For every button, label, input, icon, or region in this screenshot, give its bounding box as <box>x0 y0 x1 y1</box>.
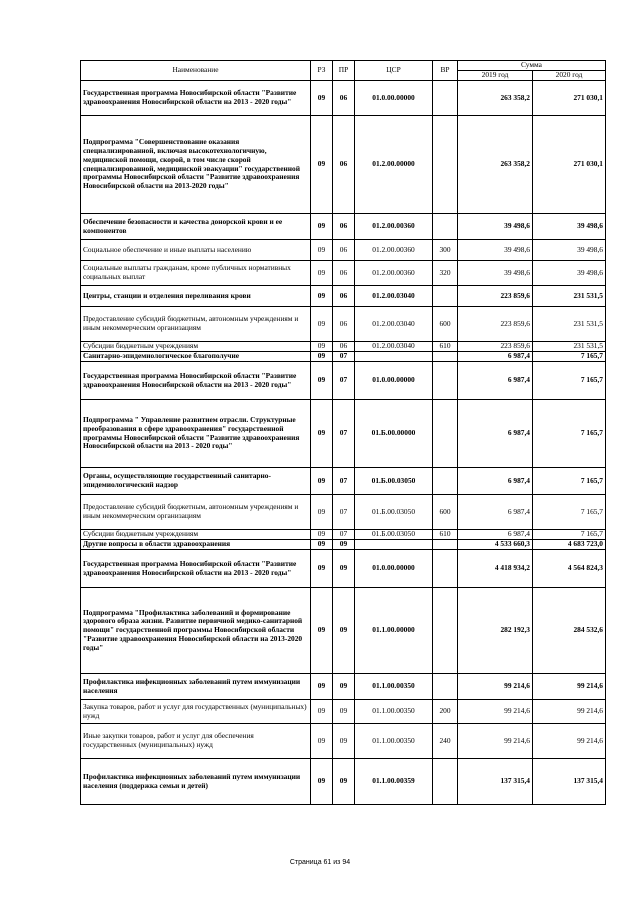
cell-csr: 01.2.00.00000 <box>355 116 433 214</box>
cell-sum-2020: 7 165,7 <box>533 352 606 362</box>
cell-vr <box>433 550 458 588</box>
cell-pr: 06 <box>333 307 355 342</box>
cell-name: Закупка товаров, работ и услуг для государственных (муниципальных) нужд <box>81 700 311 724</box>
table-row <box>81 116 606 214</box>
table-row <box>81 214 606 240</box>
cell-sum-2019: 4 418 934,2 <box>458 550 533 588</box>
cell-sum-2020: 231 531,5 <box>533 286 606 307</box>
header-year-2019: 2019 год <box>458 71 533 81</box>
cell-csr: 01.1.00.00359 <box>355 759 433 805</box>
cell-name: Другие вопросы в области здравоохранения <box>81 540 311 550</box>
cell-sum-2019: 39 498,6 <box>458 261 533 286</box>
cell-vr: 600 <box>433 307 458 342</box>
cell-sum-2020: 137 315,4 <box>533 759 606 805</box>
cell-rz: 09 <box>311 495 333 530</box>
cell-sum-2020: 7 165,7 <box>533 468 606 495</box>
cell-pr: 07 <box>333 468 355 495</box>
cell-rz: 09 <box>311 362 333 400</box>
cell-sum-2019: 6 987,4 <box>458 352 533 362</box>
cell-rz: 09 <box>311 116 333 214</box>
cell-pr: 09 <box>333 540 355 550</box>
cell-vr: 610 <box>433 342 458 352</box>
cell-name: Обеспечение безопасности и качества донорской крови и ее компонентов <box>81 214 311 240</box>
cell-name: Профилактика инфекционных заболеваний путем иммунизации населения (поддержка семьи и детей) <box>81 759 311 805</box>
cell-sum-2020: 39 498,6 <box>533 240 606 261</box>
table-row <box>81 550 606 588</box>
cell-pr: 07 <box>333 495 355 530</box>
header-rz: РЗ <box>311 61 333 81</box>
cell-name: Подпрограмма "Профилактика заболеваний и формирование здорового образа жизни. Развитие первичной медико-санитарной помощи" государственной программы Новосибирской области "Развитие здравоохранения Новосибирской области на 2013-2020 годы" <box>81 588 311 674</box>
cell-sum-2020: 39 498,6 <box>533 214 606 240</box>
cell-vr <box>433 214 458 240</box>
cell-csr: 01.Б.00.00000 <box>355 400 433 468</box>
table-row <box>81 495 606 530</box>
cell-name: Иные закупки товаров, работ и услуг для обеспечения государственных (муниципальных) нужд <box>81 724 311 759</box>
cell-csr: 01.2.00.00360 <box>355 240 433 261</box>
cell-sum-2020: 4 564 824,3 <box>533 550 606 588</box>
cell-vr <box>433 468 458 495</box>
cell-sum-2019: 6 987,4 <box>458 530 533 540</box>
cell-sum-2019: 6 987,4 <box>458 468 533 495</box>
cell-pr: 09 <box>333 550 355 588</box>
cell-sum-2019: 282 192,3 <box>458 588 533 674</box>
table-row <box>81 352 606 362</box>
cell-sum-2019: 263 358,2 <box>458 116 533 214</box>
cell-vr <box>433 286 458 307</box>
cell-csr: 01.2.00.00360 <box>355 261 433 286</box>
cell-sum-2020: 99 214,6 <box>533 674 606 700</box>
cell-pr: 09 <box>333 674 355 700</box>
cell-name: Субсидии бюджетным учреждениям <box>81 342 311 352</box>
table-row <box>81 342 606 352</box>
cell-vr <box>433 116 458 214</box>
cell-sum-2020: 7 165,7 <box>533 495 606 530</box>
cell-pr: 06 <box>333 342 355 352</box>
cell-sum-2020: 231 531,5 <box>533 342 606 352</box>
table-row <box>81 700 606 724</box>
table-row <box>81 286 606 307</box>
cell-sum-2019: 137 315,4 <box>458 759 533 805</box>
cell-pr: 06 <box>333 240 355 261</box>
cell-rz: 09 <box>311 214 333 240</box>
cell-pr: 09 <box>333 700 355 724</box>
cell-rz: 09 <box>311 307 333 342</box>
cell-csr: 01.0.00.00000 <box>355 550 433 588</box>
cell-csr: 01.Б.00.03050 <box>355 468 433 495</box>
cell-rz: 09 <box>311 724 333 759</box>
cell-rz: 09 <box>311 286 333 307</box>
table-row <box>81 468 606 495</box>
cell-vr: 600 <box>433 495 458 530</box>
cell-sum-2019: 39 498,6 <box>458 240 533 261</box>
cell-rz: 09 <box>311 700 333 724</box>
cell-sum-2019: 263 358,2 <box>458 81 533 116</box>
cell-vr <box>433 352 458 362</box>
table-row <box>81 759 606 805</box>
cell-sum-2020: 284 532,6 <box>533 588 606 674</box>
cell-vr: 200 <box>433 700 458 724</box>
cell-name: Центры, станции и отделения переливания крови <box>81 286 311 307</box>
cell-sum-2020: 39 498,6 <box>533 261 606 286</box>
budget-table <box>80 60 606 805</box>
cell-sum-2019: 99 214,6 <box>458 700 533 724</box>
cell-name: Подпрограмма "Совершенствование оказания специализированной, включая высокотехнологичную, медицинской помощи, скорой, в том числе скорой специализированной, медицинской эвакуации" государственной программы Новосибирской области "Развитие здравоохранения Новосибирской области на 2013-2020 годы" <box>81 116 311 214</box>
table-row <box>81 81 606 116</box>
cell-pr: 06 <box>333 214 355 240</box>
cell-rz: 09 <box>311 759 333 805</box>
cell-sum-2020: 7 165,7 <box>533 530 606 540</box>
cell-rz: 09 <box>311 261 333 286</box>
table-row <box>81 530 606 540</box>
cell-name: Подпрограмма " Управление развитием отрасли. Структурные преобразования в сфере здравоохранения" государственной программы Новосибирской области "Развитие здравоохранения Новосибирской области на 2013 - 2020 годы" <box>81 400 311 468</box>
cell-sum-2019: 223 859,6 <box>458 286 533 307</box>
table-row <box>81 674 606 700</box>
cell-csr: 01.1.00.00350 <box>355 700 433 724</box>
cell-rz: 09 <box>311 540 333 550</box>
cell-name: Профилактика инфекционных заболеваний путем иммунизации населения <box>81 674 311 700</box>
table-row <box>81 400 606 468</box>
cell-sum-2019: 99 214,6 <box>458 674 533 700</box>
cell-pr: 07 <box>333 400 355 468</box>
header-csr: ЦСР <box>355 61 433 81</box>
cell-vr: 610 <box>433 530 458 540</box>
cell-sum-2019: 99 214,6 <box>458 724 533 759</box>
cell-sum-2020: 7 165,7 <box>533 400 606 468</box>
table-row <box>81 307 606 342</box>
cell-sum-2020: 4 683 723,0 <box>533 540 606 550</box>
cell-sum-2019: 4 533 660,3 <box>458 540 533 550</box>
cell-csr: 01.0.00.00000 <box>355 81 433 116</box>
cell-name: Предоставление субсидий бюджетным, автономным учреждениям и иным некоммерческим организациям <box>81 307 311 342</box>
cell-pr: 09 <box>333 724 355 759</box>
cell-name: Социальное обеспечение и иные выплаты населению <box>81 240 311 261</box>
cell-vr <box>433 759 458 805</box>
cell-name: Субсидии бюджетным учреждениям <box>81 530 311 540</box>
cell-pr: 06 <box>333 286 355 307</box>
table-row <box>81 588 606 674</box>
cell-csr: 01.1.00.00350 <box>355 674 433 700</box>
cell-sum-2019: 223 859,6 <box>458 307 533 342</box>
cell-csr: 01.Б.00.03050 <box>355 495 433 530</box>
cell-rz: 09 <box>311 674 333 700</box>
table-body <box>81 81 606 805</box>
header-vr: ВР <box>433 61 458 81</box>
cell-pr: 06 <box>333 261 355 286</box>
cell-name: Санитарно-эпидемиологическое благополучие <box>81 352 311 362</box>
cell-name: Органы, осуществляющие государственный санитарно-эпидемиологический надзор <box>81 468 311 495</box>
cell-rz: 09 <box>311 352 333 362</box>
cell-pr: 06 <box>333 81 355 116</box>
cell-sum-2020: 7 165,7 <box>533 362 606 400</box>
table-row <box>81 724 606 759</box>
cell-pr: 07 <box>333 362 355 400</box>
cell-sum-2019: 6 987,4 <box>458 400 533 468</box>
cell-name: Социальные выплаты гражданам, кроме публичных нормативных социальных выплат <box>81 261 311 286</box>
header-name: Наименование <box>81 61 311 81</box>
cell-csr: 01.2.00.00360 <box>355 214 433 240</box>
cell-vr <box>433 674 458 700</box>
cell-csr: 01.1.00.00000 <box>355 588 433 674</box>
cell-sum-2020: 271 030,1 <box>533 116 606 214</box>
cell-rz: 09 <box>311 530 333 540</box>
cell-vr <box>433 588 458 674</box>
cell-sum-2020: 271 030,1 <box>533 81 606 116</box>
cell-vr: 320 <box>433 261 458 286</box>
cell-pr: 09 <box>333 759 355 805</box>
cell-csr: 01.2.00.03040 <box>355 307 433 342</box>
cell-vr: 300 <box>433 240 458 261</box>
cell-rz: 09 <box>311 81 333 116</box>
cell-pr: 09 <box>333 588 355 674</box>
cell-pr: 06 <box>333 116 355 214</box>
cell-vr: 240 <box>433 724 458 759</box>
cell-csr <box>355 540 433 550</box>
cell-name: Государственная программа Новосибирской области "Развитие здравоохранения Новосибирской области на 2013 - 2020 годы" <box>81 550 311 588</box>
cell-csr: 01.2.00.03040 <box>355 342 433 352</box>
cell-vr <box>433 81 458 116</box>
cell-rz: 09 <box>311 240 333 261</box>
cell-rz: 09 <box>311 342 333 352</box>
cell-sum-2019: 223 859,6 <box>458 342 533 352</box>
cell-pr: 07 <box>333 530 355 540</box>
cell-sum-2019: 39 498,6 <box>458 214 533 240</box>
cell-name: Государственная программа Новосибирской области "Развитие здравоохранения Новосибирской области на 2013 - 2020 годы" <box>81 81 311 116</box>
table-row <box>81 261 606 286</box>
header-year-2020: 2020 год <box>533 71 606 81</box>
cell-rz: 09 <box>311 550 333 588</box>
cell-csr <box>355 352 433 362</box>
table-row <box>81 240 606 261</box>
header-pr: ПР <box>333 61 355 81</box>
header-sum: Сумма <box>458 61 606 71</box>
cell-sum-2020: 99 214,6 <box>533 724 606 759</box>
table-row <box>81 362 606 400</box>
cell-csr: 01.1.00.00350 <box>355 724 433 759</box>
cell-csr: 01.Б.00.03050 <box>355 530 433 540</box>
cell-sum-2019: 6 987,4 <box>458 495 533 530</box>
cell-vr <box>433 400 458 468</box>
cell-sum-2020: 99 214,6 <box>533 700 606 724</box>
cell-csr: 01.0.00.00000 <box>355 362 433 400</box>
cell-pr: 07 <box>333 352 355 362</box>
cell-name: Предоставление субсидий бюджетным, автономным учреждениям и иным некоммерческим организациям <box>81 495 311 530</box>
table-row <box>81 540 606 550</box>
cell-rz: 09 <box>311 588 333 674</box>
cell-sum-2020: 231 531,5 <box>533 307 606 342</box>
page-number: Страница 61 из 94 <box>289 859 351 866</box>
cell-name: Государственная программа Новосибирской области "Развитие здравоохранения Новосибирской области на 2013 - 2020 годы" <box>81 362 311 400</box>
cell-sum-2019: 6 987,4 <box>458 362 533 400</box>
cell-rz: 09 <box>311 468 333 495</box>
cell-csr: 01.2.00.03040 <box>355 286 433 307</box>
cell-rz: 09 <box>311 400 333 468</box>
cell-vr <box>433 362 458 400</box>
cell-vr <box>433 540 458 550</box>
